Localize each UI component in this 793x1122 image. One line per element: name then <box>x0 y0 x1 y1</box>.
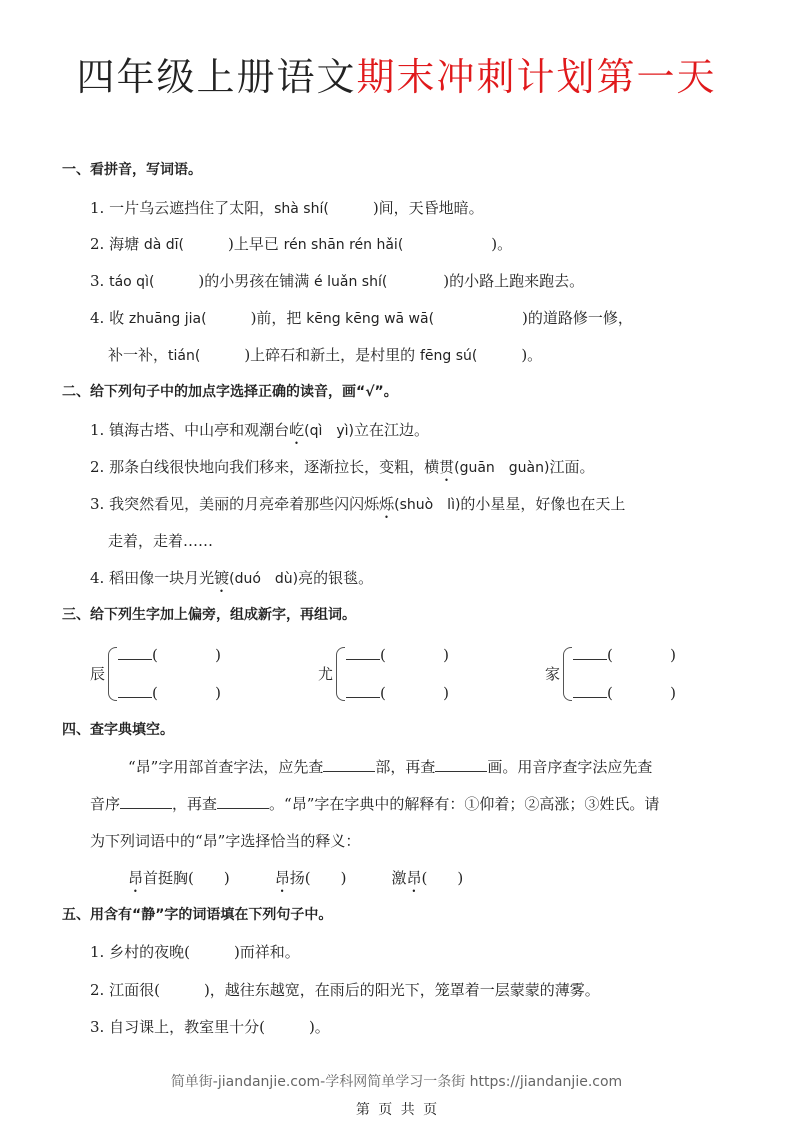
text-segment: 1. 乡村的夜晚( <box>90 943 190 961</box>
page-title <box>0 46 793 101</box>
text-segment: 亮的银毯。 <box>298 569 374 587</box>
text-segment: )。 <box>491 235 513 253</box>
underline-blank[interactable] <box>120 794 172 809</box>
text-segment: )上早已 <box>228 235 284 253</box>
question-line <box>90 308 633 329</box>
text-segment: 2. 海塘 <box>90 235 144 253</box>
dotted-char: 贯 <box>439 458 455 476</box>
text-segment: 3. 自习课上，教室里十分( <box>90 1018 265 1036</box>
section-header: 一、看拼音，写词语。 <box>62 162 202 178</box>
pinyin-text: kēng kēng wā wā( <box>306 311 435 327</box>
text-segment: 2. 那条白线很快地向我们移来，逐渐拉长，变粗，横 <box>90 458 440 476</box>
question-line <box>90 271 584 292</box>
question-line <box>128 757 652 777</box>
title-black: 四年级上册语文 <box>76 55 357 99</box>
underline-blank[interactable] <box>323 757 375 772</box>
text-segment: )的小路上跑来跑去。 <box>443 272 585 290</box>
text-segment: 首挺胸( <box>143 869 194 887</box>
text-segment: 部，再查 <box>375 758 436 776</box>
answer-row[interactable]: ( ) <box>118 645 221 664</box>
question-line <box>90 420 429 448</box>
pinyin-text: shà shí( <box>274 201 329 217</box>
text-segment: 3. <box>90 272 110 290</box>
base-char: 辰 <box>90 665 106 683</box>
text-segment: “昂”字用部首查字法，应先查 <box>128 758 324 776</box>
base-char: 尤 <box>318 665 334 683</box>
text-segment: 为下列词语中的“昂”字选择恰当的释义： <box>90 832 361 850</box>
question-line <box>90 794 659 814</box>
text-segment: ，再查 <box>172 795 218 813</box>
dotted-char: 昂 <box>128 869 144 887</box>
answer-row[interactable]: ( ) <box>573 683 676 702</box>
underline-blank[interactable] <box>435 757 487 772</box>
question-line <box>90 942 300 962</box>
page-number: 第 页 共 页 <box>355 1102 438 1118</box>
text-segment: 补一补， <box>108 346 169 364</box>
text-segment: ) 激 <box>340 869 407 887</box>
section-header: 五、用含有“静”字的词语填在下列句子中。 <box>62 907 333 923</box>
text-segment: 2. 江面很( <box>90 981 160 999</box>
question-line <box>90 831 360 851</box>
text-segment: )前，把 <box>250 309 307 327</box>
footer-watermark: 简单街-jiandanjie.com-学科网简单学习一条街 https://jiandanjie.com <box>170 1074 623 1090</box>
text-segment: 立在江边。 <box>353 421 429 439</box>
pinyin-text: (shuò lì) <box>394 497 461 513</box>
text-segment: 1. 一片乌云遮挡住了太阳， <box>90 199 275 217</box>
section-header: 四、查字典填空。 <box>62 722 174 738</box>
text-segment: 走着，走着…… <box>108 532 214 550</box>
section-header: 二、给下列句子中的加点字选择正确的读音，画“√”。 <box>62 384 398 400</box>
answer-row[interactable]: ( ) <box>573 645 676 664</box>
pinyin-text: (qì yì) <box>304 423 354 439</box>
question-line <box>90 568 373 596</box>
underline-blank[interactable] <box>217 794 269 809</box>
pinyin-text: fēng sú( <box>419 348 478 364</box>
text-segment: ) <box>457 869 464 887</box>
question-line <box>128 868 463 896</box>
text-segment: 。“昂”字在字典中的解释有：①仰着；②高涨；③姓氏。请 <box>269 795 660 813</box>
question-line <box>90 198 484 219</box>
text-segment: 4. 收 <box>90 309 129 327</box>
dotted-char: 昂 <box>406 869 422 887</box>
question-line <box>108 531 213 551</box>
text-segment: 4. 稻田像一块月光 <box>90 569 215 587</box>
pinyin-text: é luǎn shí( <box>314 274 388 290</box>
text-segment: ) <box>223 869 275 887</box>
brace <box>336 647 345 701</box>
pinyin-text: táo qì( <box>109 274 155 290</box>
pinyin-text: (guān guàn) <box>454 460 550 476</box>
question-line <box>90 234 512 255</box>
brace <box>108 647 117 701</box>
text-segment: )而祥和。 <box>233 943 300 961</box>
pinyin-text: dà dī( <box>143 237 185 253</box>
question-line <box>90 457 594 485</box>
text-segment: )上碎石和新土，是村里的 <box>244 346 420 364</box>
section-header: 三、给下列生字加上偏旁，组成新字，再组词。 <box>62 607 356 623</box>
text-segment: )间，天昏地暗。 <box>372 199 484 217</box>
question-line <box>108 345 542 366</box>
text-segment: )的道路修一修， <box>522 309 633 327</box>
text-segment: 画。用音序查字法应先查 <box>487 758 653 776</box>
dotted-char: 屹 <box>289 421 305 439</box>
dotted-char: 镀 <box>214 569 230 587</box>
text-segment: ( <box>421 869 428 887</box>
pinyin-text: zhuāng jia( <box>128 311 207 327</box>
text-segment: )，越往东越宽，在雨后的阳光下，笼罩着一层蒙蒙的薄雾。 <box>203 981 600 999</box>
text-segment: 江面。 <box>549 458 595 476</box>
title-red: 期末冲刺计划第一天 <box>356 55 717 99</box>
dotted-char: 烁 <box>379 495 395 513</box>
answer-row[interactable]: ( ) <box>118 683 221 702</box>
text-segment: )的小男孩在铺满 <box>198 272 315 290</box>
base-char: 家 <box>545 665 561 683</box>
pinyin-text: rén shān rén hǎi( <box>283 237 404 253</box>
question-line <box>90 980 600 1000</box>
text-segment: 扬( <box>289 869 311 887</box>
brace <box>563 647 572 701</box>
text-segment: 的小星星，好像也在天上 <box>460 495 626 513</box>
text-segment: )。 <box>521 346 543 364</box>
answer-row[interactable]: ( ) <box>346 645 449 664</box>
text-segment: )。 <box>308 1018 330 1036</box>
question-line <box>90 494 625 522</box>
pinyin-text: tián( <box>168 348 201 364</box>
text-segment: 音序 <box>90 795 121 813</box>
question-line <box>90 1017 330 1037</box>
answer-row[interactable]: ( ) <box>346 683 449 702</box>
dotted-char: 昂 <box>274 869 290 887</box>
text-segment: 1. 镇海古塔、中山亭和观潮台 <box>90 421 290 439</box>
pinyin-text: (duó dù) <box>229 571 299 587</box>
text-segment: 3. 我突然看见，美丽的月亮牵着那些闪闪烁 <box>90 495 380 513</box>
